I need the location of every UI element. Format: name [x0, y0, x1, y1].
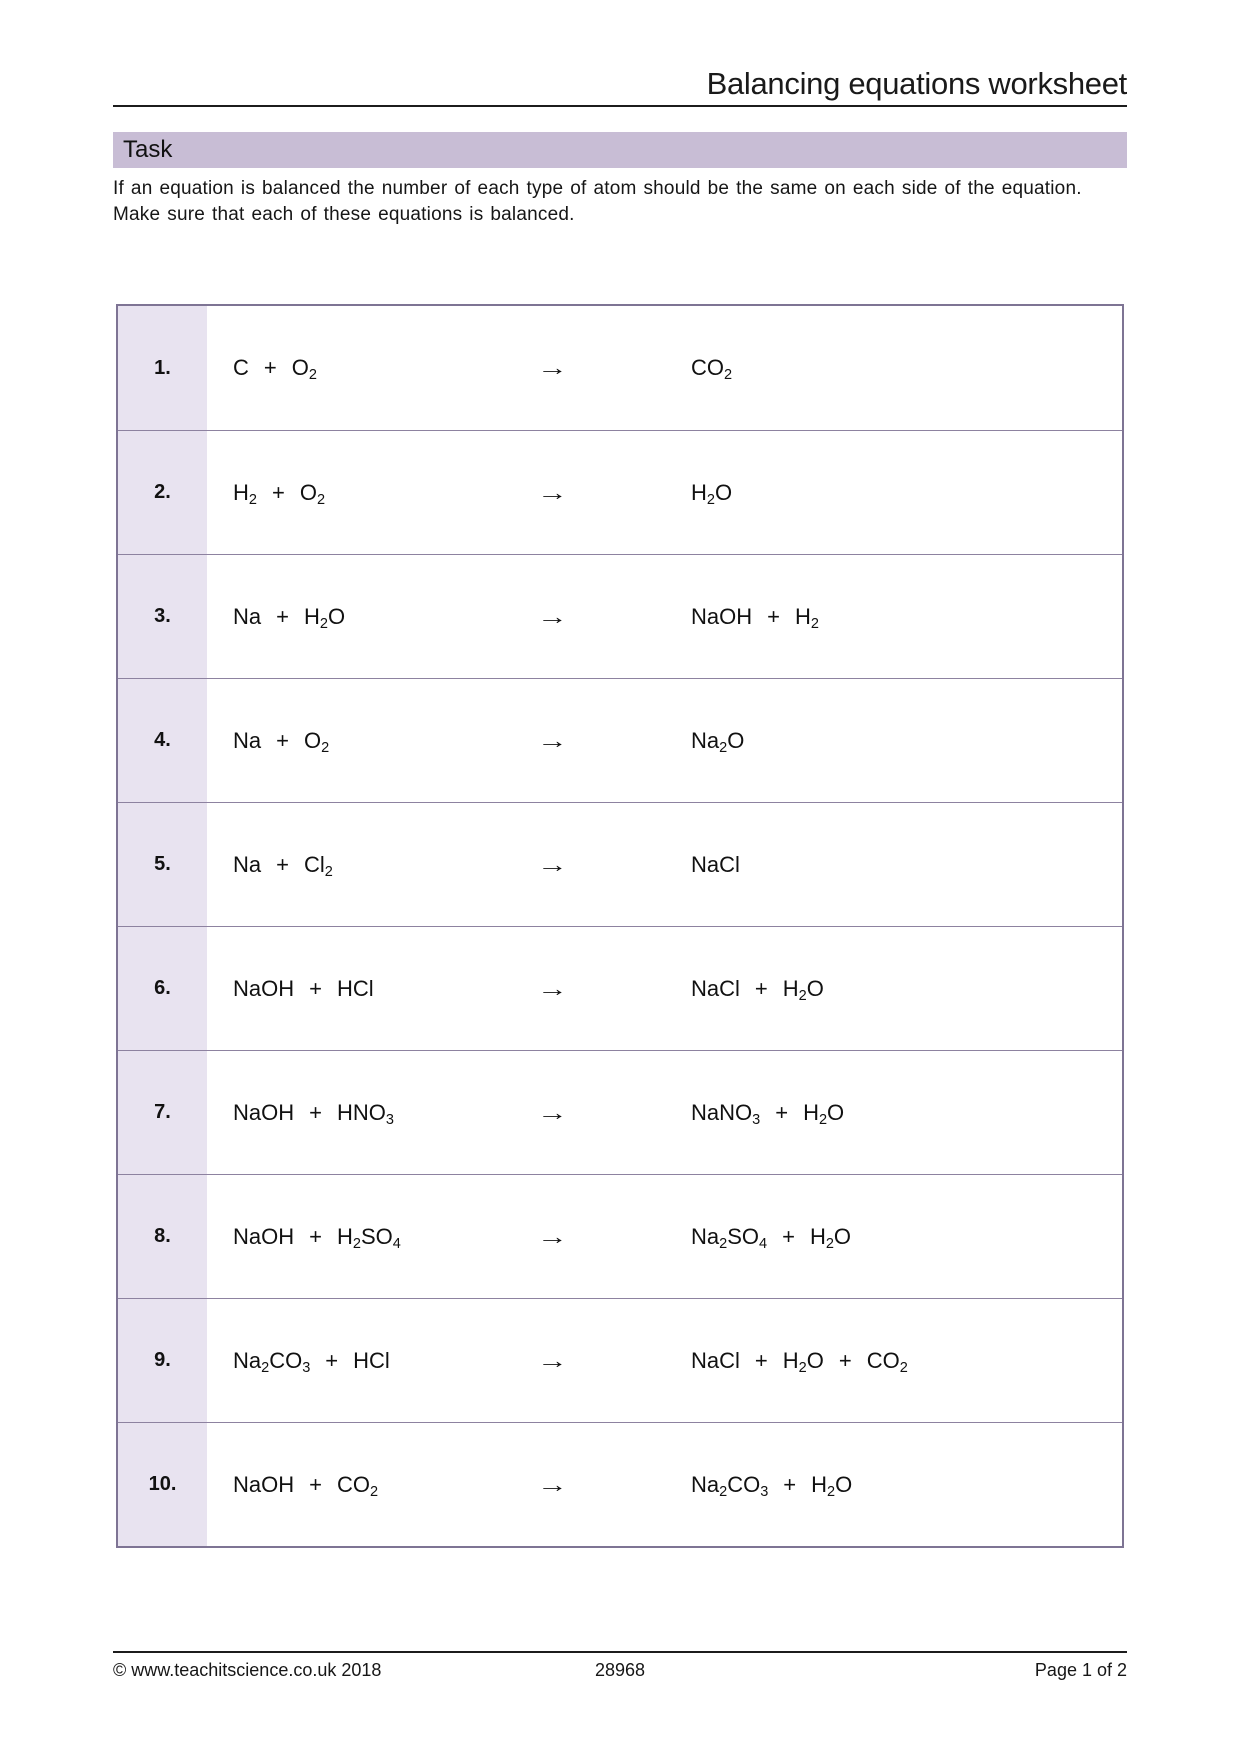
arrow-cell — [533, 355, 691, 381]
footer-page-number: Page 1 of 2 — [1034, 1660, 1127, 1680]
equation-reactants — [233, 728, 533, 754]
chemical-formula: $Na_2CO_3$ — [233, 1347, 311, 1376]
equation-reactants — [233, 1100, 533, 1126]
chemical-formula: $H_2O$ — [809, 1223, 852, 1252]
equation-number: 9. — [118, 1299, 207, 1422]
plus-sign: + — [271, 479, 285, 505]
chemical-formula: Na — [233, 727, 262, 753]
equation-products — [691, 852, 1122, 878]
equation-row — [118, 554, 1122, 678]
chemical-formula: HCl — [336, 975, 374, 1001]
right-arrow-icon: → — [537, 1099, 568, 1125]
equation-number: 10. — [118, 1423, 207, 1546]
chemical-formula: C — [233, 355, 249, 380]
chemical-formula: $Na_2CO_3$ — [691, 1471, 769, 1500]
equation-row — [118, 306, 1122, 430]
instructions: If an equation is balanced the number of each type of atom should be the same on each side of the equation. Make sure that each of these equations is balanced. — [113, 178, 1082, 225]
equation-reactants — [233, 480, 533, 506]
arrow-cell — [533, 1224, 691, 1250]
equation-products — [691, 355, 1122, 384]
equation-number: 5. — [118, 803, 207, 926]
plus-sign: + — [309, 1471, 322, 1497]
right-arrow-icon: → — [537, 1223, 568, 1249]
chemical-formula: $H_2$ — [794, 603, 819, 632]
chemical-formula: NaNO$_3$ — [691, 1099, 761, 1128]
equation-row — [118, 926, 1122, 1050]
chemical-formula: $O_2$ — [291, 355, 317, 384]
arrow-cell — [533, 1472, 691, 1498]
equation-cell — [207, 1299, 1122, 1422]
equation-products — [691, 604, 1122, 630]
plus-sign: + — [309, 1223, 322, 1249]
chemical-formula: NaOH — [233, 1223, 295, 1249]
right-arrow-icon: → — [537, 479, 568, 505]
chemical-formula: NaCl — [691, 851, 740, 877]
plus-sign: + — [767, 603, 780, 629]
equation-cell — [207, 1175, 1122, 1298]
equation-cell — [207, 1423, 1122, 1546]
plus-sign: + — [276, 727, 289, 753]
plus-sign: + — [276, 603, 289, 629]
chemical-formula: Na — [233, 603, 262, 629]
equation-products — [691, 728, 1122, 754]
equation-cell — [207, 431, 1122, 554]
plus-sign: + — [263, 355, 277, 380]
chemical-formula: $CO_2$ — [691, 355, 733, 384]
arrow-cell — [533, 852, 691, 878]
equation-number: 6. — [118, 927, 207, 1050]
right-arrow-icon: → — [537, 1347, 568, 1373]
chemical-formula: $Cl_2$ — [303, 851, 333, 880]
equation-reactants — [233, 355, 533, 384]
right-arrow-icon: → — [537, 1471, 568, 1497]
equation-number: 1. — [118, 306, 207, 430]
arrow-cell — [533, 1100, 691, 1126]
equation-row — [118, 1298, 1122, 1422]
right-arrow-icon: → — [537, 851, 568, 877]
equations-table — [116, 304, 1124, 1548]
chemical-formula: $H_2O$ — [691, 479, 733, 508]
chemical-formula: $O_2$ — [299, 479, 326, 508]
equation-reactants — [233, 1224, 533, 1250]
chemical-formula: $H_2O$ — [782, 975, 824, 1004]
chemical-formula: $O_2$ — [303, 727, 330, 756]
equation-cell — [207, 927, 1122, 1050]
chemical-formula: NaOH — [233, 1471, 295, 1497]
plus-sign: + — [754, 1347, 768, 1373]
chemical-formula: NaOH — [691, 603, 753, 629]
equation-row — [118, 678, 1122, 802]
chemical-formula: $Na_2SO_4$ — [691, 1223, 768, 1252]
right-arrow-icon: → — [537, 727, 568, 753]
arrow-cell — [533, 976, 691, 1002]
plus-sign: + — [325, 1347, 339, 1373]
equation-products — [691, 976, 1122, 1002]
chemical-formula: $H_2O$ — [803, 1099, 845, 1128]
equation-row — [118, 802, 1122, 926]
chemical-formula: $H_2O$ — [303, 603, 346, 632]
chemical-formula: $CO_2$ — [336, 1471, 379, 1500]
arrow-cell — [533, 480, 691, 506]
equation-reactants — [233, 976, 533, 1002]
arrow-cell — [533, 1348, 691, 1374]
chemical-formula: $Na_2O$ — [691, 727, 745, 756]
equation-number: 8. — [118, 1175, 207, 1298]
equation-reactants — [233, 1472, 533, 1498]
plus-sign: + — [309, 1099, 322, 1125]
chemical-formula: $H_2O$ — [811, 1471, 853, 1500]
chemical-formula: HCl — [353, 1347, 390, 1373]
plus-sign: + — [775, 1099, 789, 1125]
equation-products — [691, 1348, 1122, 1374]
plus-sign: + — [754, 975, 768, 1001]
footer-divider — [113, 1651, 1127, 1653]
chemical-formula: Na — [233, 851, 262, 877]
equation-row — [118, 1422, 1122, 1546]
right-arrow-icon: → — [537, 975, 568, 1001]
chemical-formula: NaOH — [233, 975, 295, 1001]
chemical-formula: $H_2SO_4$ — [336, 1223, 401, 1252]
task-heading: Task — [113, 132, 1127, 168]
equation-row — [118, 1174, 1122, 1298]
plus-sign: + — [782, 1223, 795, 1249]
equation-products — [691, 1100, 1122, 1126]
equation-number: 7. — [118, 1051, 207, 1174]
equation-products — [691, 1472, 1122, 1498]
chemical-formula: $H_2$ — [233, 479, 257, 508]
page-title: Balancing equations worksheet — [706, 66, 1127, 101]
equation-reactants — [233, 852, 533, 878]
equation-products — [691, 1224, 1122, 1250]
header-divider — [113, 105, 1127, 107]
equation-row — [118, 1050, 1122, 1174]
chemical-formula: NaOH — [233, 1099, 295, 1125]
footer — [113, 1659, 1127, 1682]
equation-cell — [207, 1051, 1122, 1174]
chemical-formula: NaCl — [691, 1347, 740, 1373]
arrow-cell — [533, 728, 691, 754]
equation-number: 3. — [118, 555, 207, 678]
equation-cell — [207, 306, 1122, 430]
right-arrow-icon: → — [537, 603, 568, 629]
chemical-formula: NaCl — [691, 975, 740, 1001]
arrow-cell — [533, 604, 691, 630]
equation-number: 4. — [118, 679, 207, 802]
plus-sign: + — [783, 1471, 797, 1497]
equation-number: 2. — [118, 431, 207, 554]
plus-sign: + — [276, 851, 289, 877]
plus-sign: + — [838, 1347, 852, 1373]
equation-products — [691, 480, 1122, 506]
footer-document-id: 28968 — [594, 1660, 646, 1680]
equation-cell — [207, 679, 1122, 802]
equation-cell — [207, 555, 1122, 678]
equation-reactants — [233, 1348, 533, 1374]
chemical-formula: $H_2O$ — [782, 1347, 824, 1376]
equation-row — [118, 430, 1122, 554]
equation-cell — [207, 803, 1122, 926]
right-arrow-icon: → — [537, 355, 568, 380]
plus-sign: + — [309, 975, 322, 1001]
equation-reactants — [233, 604, 533, 630]
footer-copyright: © www.teachitscience.co.uk 2018 — [113, 1660, 382, 1680]
chemical-formula: $CO_2$ — [866, 1347, 908, 1376]
chemical-formula: $HNO_3$ — [336, 1099, 394, 1128]
